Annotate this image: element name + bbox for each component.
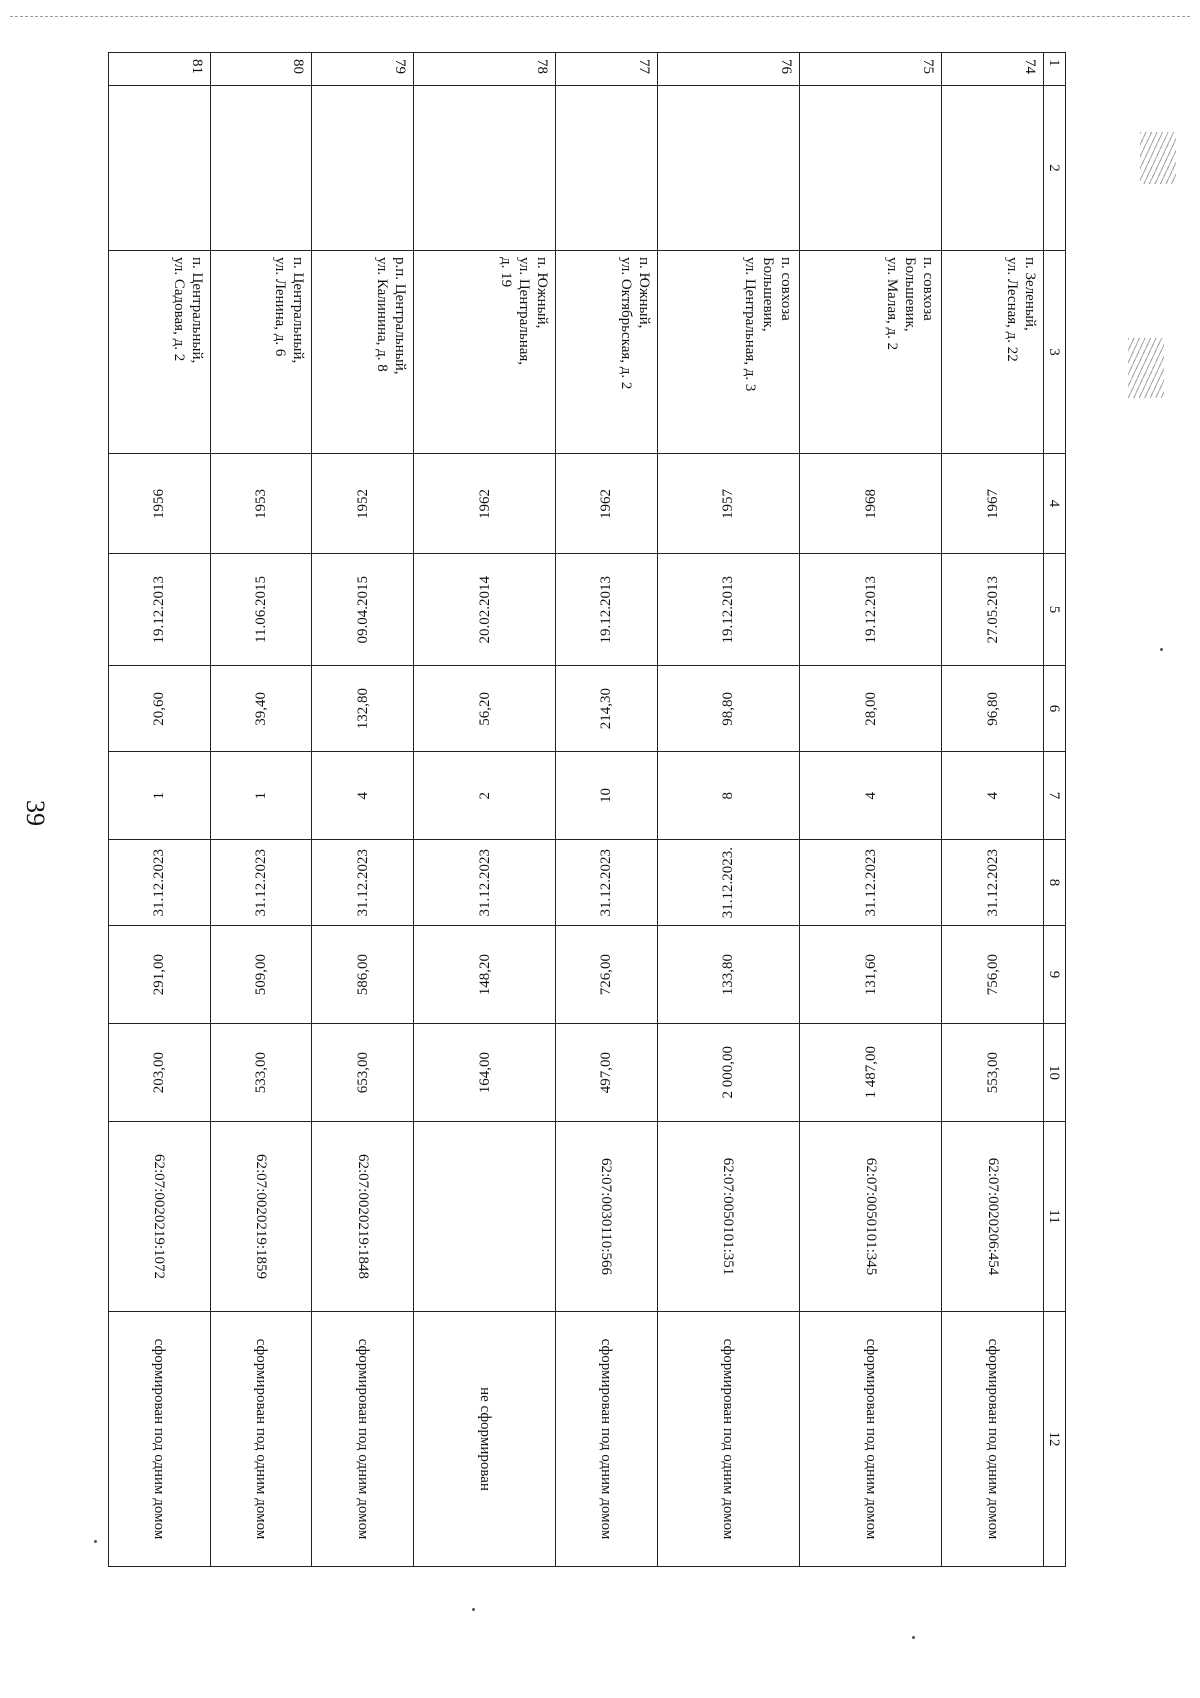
cell-value-10 bbox=[109, 1024, 211, 1122]
cell-empty bbox=[413, 86, 555, 251]
cell-cadastral-number bbox=[210, 1122, 312, 1312]
cell-resettlement-deadline-text: 31.12.2023 bbox=[984, 848, 1001, 917]
cell-land-status-text: сформирован под одним домом bbox=[598, 1338, 615, 1540]
column-number: 12 bbox=[1044, 1312, 1066, 1567]
cell-residents bbox=[413, 752, 555, 840]
cell-area-text: 132,80 bbox=[354, 687, 371, 730]
cell-value-10 bbox=[312, 1024, 414, 1122]
cell-land-status bbox=[312, 1312, 414, 1567]
cell-empty bbox=[942, 86, 1044, 251]
cell-row-number-text: 76 bbox=[778, 59, 795, 74]
cell-residents-text: 10 bbox=[598, 788, 615, 803]
cell-area bbox=[210, 666, 312, 752]
cell-row-number bbox=[312, 53, 414, 86]
scan-speck bbox=[912, 1636, 915, 1639]
table-row bbox=[210, 53, 312, 1567]
cell-area bbox=[556, 666, 658, 752]
cell-value-10-text: 203,00 bbox=[151, 1051, 168, 1094]
column-number: 11 bbox=[1044, 1122, 1066, 1312]
cell-recognition-date bbox=[556, 554, 658, 666]
cell-area-text: 98,80 bbox=[720, 691, 737, 726]
cell-build-year bbox=[312, 454, 414, 554]
cell-recognition-date bbox=[942, 554, 1044, 666]
column-number: 3 bbox=[1044, 251, 1066, 454]
cell-build-year-text: 1968 bbox=[862, 488, 879, 519]
cell-cadastral-number-text: 62:07:0020219:1072 bbox=[151, 1153, 168, 1279]
table-row bbox=[800, 53, 942, 1567]
cell-build-year bbox=[413, 454, 555, 554]
cell-area-text: 96,80 bbox=[984, 691, 1001, 726]
cell-row-number bbox=[210, 53, 312, 86]
scan-smudge bbox=[1140, 132, 1176, 184]
cell-area-text: 39,40 bbox=[252, 691, 269, 726]
cell-row-number-text: 80 bbox=[290, 59, 307, 74]
cell-value-9 bbox=[210, 926, 312, 1024]
cell-recognition-date bbox=[657, 554, 799, 666]
cell-area bbox=[657, 666, 799, 752]
cell-area bbox=[109, 666, 211, 752]
cell-address bbox=[413, 251, 555, 454]
cell-address-text: п. Центральный, ул. Ленина, д. 6 bbox=[272, 257, 307, 364]
cell-resettlement-deadline bbox=[657, 840, 799, 926]
column-number: 4 bbox=[1044, 454, 1066, 554]
cell-value-9-text: 509,00 bbox=[252, 953, 269, 996]
cell-value-9-text: 148,20 bbox=[476, 953, 493, 996]
table-row bbox=[109, 53, 211, 1567]
table-row bbox=[657, 53, 799, 1567]
cell-build-year-text: 1962 bbox=[476, 488, 493, 519]
cell-row-number bbox=[657, 53, 799, 86]
cell-value-9-text: 133,80 bbox=[720, 953, 737, 996]
cell-resettlement-deadline-text: 31.12.2023. bbox=[720, 846, 737, 919]
cell-build-year-text: 1967 bbox=[984, 488, 1001, 519]
cell-address bbox=[657, 251, 799, 454]
cell-cadastral-number-text: 62:07:0050101:345 bbox=[862, 1157, 879, 1276]
cell-empty bbox=[800, 86, 942, 251]
cell-value-10 bbox=[556, 1024, 658, 1122]
cell-value-9-text: 131,60 bbox=[862, 953, 879, 996]
table-row bbox=[556, 53, 658, 1567]
cell-cadastral-number bbox=[800, 1122, 942, 1312]
cell-recognition-date-text: 20.02.2014 bbox=[476, 575, 493, 644]
cell-address bbox=[556, 251, 658, 454]
cell-value-9-text: 586,00 bbox=[354, 953, 371, 996]
cell-residents bbox=[109, 752, 211, 840]
cell-area bbox=[800, 666, 942, 752]
cell-address-text: п. Южный, ул. Октябрьская, д. 2 bbox=[617, 257, 652, 390]
cell-build-year bbox=[109, 454, 211, 554]
cell-address-text: п. совхоза Большевик, ул. Малая, д. 2 bbox=[884, 257, 937, 351]
cell-value-9 bbox=[942, 926, 1044, 1024]
cell-residents bbox=[210, 752, 312, 840]
cell-recognition-date bbox=[413, 554, 555, 666]
cell-residents-text: 4 bbox=[354, 791, 371, 800]
cell-area bbox=[413, 666, 555, 752]
scan-speck bbox=[472, 1608, 475, 1611]
table-row bbox=[413, 53, 555, 1567]
cell-area bbox=[942, 666, 1044, 752]
cell-recognition-date bbox=[109, 554, 211, 666]
cell-recognition-date-text: 11.06.2015 bbox=[252, 576, 269, 643]
cell-land-status-text: сформирован под одним домом bbox=[252, 1338, 269, 1540]
cell-land-status-text: сформирован под одним домом bbox=[984, 1338, 1001, 1540]
column-number: 6 bbox=[1044, 666, 1066, 752]
cell-residents-text: 4 bbox=[862, 791, 879, 800]
cell-resettlement-deadline-text: 31.12.2023 bbox=[598, 848, 615, 917]
cell-recognition-date bbox=[210, 554, 312, 666]
scan-smudge bbox=[1128, 338, 1164, 398]
cell-row-number-text: 79 bbox=[391, 59, 408, 74]
column-number: 7 bbox=[1044, 752, 1066, 840]
cell-area bbox=[312, 666, 414, 752]
column-number: 8 bbox=[1044, 840, 1066, 926]
cell-recognition-date bbox=[312, 554, 414, 666]
cell-land-status-text: сформирован под одним домом bbox=[151, 1338, 168, 1540]
cell-cadastral-number bbox=[657, 1122, 799, 1312]
cell-value-10-text: 497,00 bbox=[598, 1051, 615, 1094]
cell-residents-text: 1 bbox=[252, 791, 269, 800]
cell-residents-text: 2 bbox=[476, 791, 493, 800]
cell-value-10-text: 164,00 bbox=[476, 1051, 493, 1094]
cell-value-9 bbox=[109, 926, 211, 1024]
cell-empty bbox=[109, 86, 211, 251]
cell-value-10-text: 553,00 bbox=[984, 1051, 1001, 1094]
cell-cadastral-number-text: 62:07:0020219:1848 bbox=[354, 1153, 371, 1279]
column-number: 5 bbox=[1044, 554, 1066, 666]
cell-land-status bbox=[942, 1312, 1044, 1567]
column-number: 1 bbox=[1044, 53, 1066, 86]
cell-residents bbox=[657, 752, 799, 840]
cell-row-number bbox=[413, 53, 555, 86]
scan-speck bbox=[1160, 648, 1163, 651]
cell-value-10 bbox=[800, 1024, 942, 1122]
cell-resettlement-deadline-text: 31.12.2023 bbox=[862, 848, 879, 917]
cell-resettlement-deadline-text: 31.12.2023 bbox=[151, 848, 168, 917]
cell-resettlement-deadline bbox=[312, 840, 414, 926]
cell-build-year bbox=[210, 454, 312, 554]
cell-residents-text: 4 bbox=[984, 791, 1001, 800]
cell-value-10 bbox=[210, 1024, 312, 1122]
cell-row-number-text: 81 bbox=[188, 59, 205, 74]
cell-land-status-text: сформирован под одним домом bbox=[720, 1338, 737, 1540]
cell-row-number bbox=[109, 53, 211, 86]
cell-area-text: 56,20 bbox=[476, 691, 493, 726]
page-number: 39 bbox=[21, 800, 50, 826]
cell-empty bbox=[657, 86, 799, 251]
cell-value-10 bbox=[413, 1024, 555, 1122]
cell-value-10-text: 533,00 bbox=[252, 1051, 269, 1094]
cell-recognition-date bbox=[800, 554, 942, 666]
cell-build-year bbox=[556, 454, 658, 554]
cell-cadastral-number-text: 62:07:0030110:566 bbox=[598, 1158, 615, 1275]
cell-land-status bbox=[210, 1312, 312, 1567]
cell-residents bbox=[800, 752, 942, 840]
cell-cadastral-number bbox=[312, 1122, 414, 1312]
cell-cadastral-number-text: 62:07:0020206:454 bbox=[984, 1157, 1001, 1276]
column-number: 2 bbox=[1044, 86, 1066, 251]
cell-resettlement-deadline bbox=[556, 840, 658, 926]
cell-build-year-text: 1962 bbox=[598, 488, 615, 519]
cell-address bbox=[210, 251, 312, 454]
cell-row-number-text: 75 bbox=[920, 59, 937, 74]
cell-value-9 bbox=[657, 926, 799, 1024]
cell-land-status bbox=[657, 1312, 799, 1567]
cell-value-10 bbox=[942, 1024, 1044, 1122]
cell-land-status-text: не сформирован bbox=[476, 1387, 493, 1491]
cell-row-number bbox=[942, 53, 1044, 86]
cell-cadastral-number bbox=[413, 1122, 555, 1312]
cell-address bbox=[312, 251, 414, 454]
cell-row-number-text: 77 bbox=[635, 59, 652, 74]
cell-build-year-text: 1956 bbox=[151, 488, 168, 519]
cell-build-year bbox=[657, 454, 799, 554]
cell-recognition-date-text: 19.12.2013 bbox=[598, 575, 615, 644]
cell-value-9-text: 291,00 bbox=[151, 953, 168, 996]
cell-recognition-date-text: 19.12.2013 bbox=[862, 575, 879, 644]
cell-land-status bbox=[109, 1312, 211, 1567]
cell-resettlement-deadline bbox=[109, 840, 211, 926]
cell-build-year-text: 1957 bbox=[720, 488, 737, 519]
cell-build-year-text: 1953 bbox=[252, 488, 269, 519]
cell-empty bbox=[556, 86, 658, 251]
cell-address bbox=[800, 251, 942, 454]
cell-land-status-text: сформирован под одним домом bbox=[862, 1338, 879, 1540]
cell-resettlement-deadline bbox=[800, 840, 942, 926]
cell-value-10 bbox=[657, 1024, 799, 1122]
cell-area-text: 20,60 bbox=[151, 691, 168, 726]
cell-row-number-text: 74 bbox=[1022, 59, 1038, 74]
cell-residents-text: 1 bbox=[151, 791, 168, 800]
cell-address-text: р.п. Центральный, ул. Калинина, д. 8 bbox=[373, 257, 408, 375]
cell-recognition-date-text: 19.12.2013 bbox=[151, 575, 168, 644]
scan-edge-line bbox=[10, 16, 1190, 17]
cell-resettlement-deadline-text: 31.12.2023 bbox=[354, 848, 371, 917]
cell-address-text: п. совхоза Большевик, ул. Центральная, д. 3 bbox=[742, 257, 795, 392]
cell-build-year bbox=[942, 454, 1044, 554]
cell-cadastral-number-text: 62:07:0020219:1859 bbox=[252, 1153, 269, 1279]
cell-residents bbox=[312, 752, 414, 840]
cell-resettlement-deadline bbox=[210, 840, 312, 926]
cell-empty bbox=[312, 86, 414, 251]
column-number: 10 bbox=[1044, 1024, 1066, 1122]
cell-row-number bbox=[556, 53, 658, 86]
column-number: 9 bbox=[1044, 926, 1066, 1024]
scan-speck bbox=[94, 1540, 97, 1543]
cell-value-9 bbox=[800, 926, 942, 1024]
cell-address-text: п. Зеленый, ул. Лесная, д. 22 bbox=[1004, 257, 1038, 362]
cell-value-9-text: 726,00 bbox=[598, 953, 615, 996]
cell-address-text: п. Центральный, ул. Садовая, д. 2 bbox=[170, 257, 205, 364]
cell-cadastral-number bbox=[109, 1122, 211, 1312]
cell-value-9 bbox=[312, 926, 414, 1024]
cell-row-number bbox=[800, 53, 942, 86]
cell-value-9-text: 756,00 bbox=[984, 953, 1001, 996]
column-number-row bbox=[1044, 53, 1066, 1567]
cell-recognition-date-text: 27.05.2013 bbox=[984, 575, 1001, 644]
table-row bbox=[312, 53, 414, 1567]
cell-resettlement-deadline-text: 31.12.2023 bbox=[252, 848, 269, 917]
cell-area-text: 214,30 bbox=[598, 687, 615, 730]
cell-resettlement-deadline-text: 31.12.2023 bbox=[476, 848, 493, 917]
cell-land-status bbox=[556, 1312, 658, 1567]
cell-residents-text: 8 bbox=[720, 791, 737, 800]
cell-residents bbox=[556, 752, 658, 840]
cell-row-number-text: 78 bbox=[534, 59, 551, 74]
cell-residents bbox=[942, 752, 1044, 840]
cell-address bbox=[109, 251, 211, 454]
cell-cadastral-number bbox=[942, 1122, 1044, 1312]
cell-build-year bbox=[800, 454, 942, 554]
housing-register-table bbox=[108, 52, 1066, 1566]
cell-address bbox=[942, 251, 1044, 454]
cell-value-9 bbox=[556, 926, 658, 1024]
cell-value-9 bbox=[413, 926, 555, 1024]
cell-land-status bbox=[800, 1312, 942, 1567]
cell-value-10-text: 2 000,00 bbox=[720, 1046, 737, 1099]
cell-recognition-date-text: 19.12.2013 bbox=[720, 575, 737, 644]
cell-recognition-date-text: 09.04.2015 bbox=[354, 575, 371, 644]
cell-value-10-text: 1 487,00 bbox=[862, 1046, 879, 1099]
cell-cadastral-number bbox=[556, 1122, 658, 1312]
cell-empty bbox=[210, 86, 312, 251]
cell-resettlement-deadline bbox=[942, 840, 1044, 926]
cell-address-text: п. Южный, ул. Центральная, д. 19 bbox=[498, 257, 551, 366]
cell-cadastral-number-text: 62:07:0050101:351 bbox=[720, 1157, 737, 1276]
table-row bbox=[942, 53, 1044, 1567]
cell-value-10-text: 653,00 bbox=[354, 1051, 371, 1094]
cell-land-status-text: сформирован под одним домом bbox=[354, 1338, 371, 1540]
cell-land-status bbox=[413, 1312, 555, 1567]
cell-area-text: 28,00 bbox=[862, 691, 879, 726]
cell-resettlement-deadline bbox=[413, 840, 555, 926]
cell-build-year-text: 1952 bbox=[354, 488, 371, 519]
